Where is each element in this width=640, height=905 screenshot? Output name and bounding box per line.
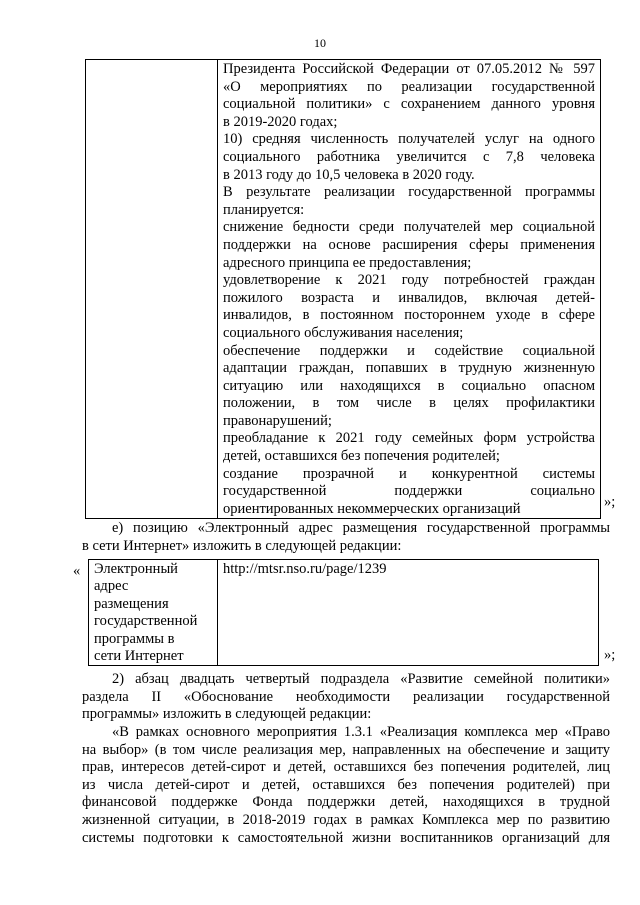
table1-content-cell	[218, 60, 601, 519]
table1-line: удовлетворение к 2021 году потребностей граждан	[223, 272, 595, 289]
table1-line: 10) средняя численность получателей услуг на одного	[223, 131, 595, 148]
table1-line: ситуацию или находящихся в социально опасном	[223, 377, 595, 394]
paragraph-2	[82, 671, 610, 724]
table1-line: адаптации граждан, попавших в трудную жизненную	[223, 360, 595, 377]
paragraph-line: прав, интересов детей-сирот и детей, оставшихся без попечения родителей, лиц	[82, 759, 610, 776]
paragraph-line: из числа детей-сирот и детей, оставшихся без попечения родителей) при	[82, 776, 610, 793]
table2-label-line: государственной	[94, 613, 198, 630]
table1-line: создание прозрачной и конкурентной системы	[223, 465, 595, 482]
program-table-fragment	[85, 59, 601, 519]
table2-label-line: программы в	[94, 630, 175, 647]
table1-line: правонарушений;	[223, 412, 332, 429]
table2-opening-quote: «	[73, 563, 81, 579]
paragraph-3	[82, 724, 610, 847]
table1-line: инвалидов, в постоянном постороннем уходе в сфере	[223, 307, 595, 324]
table1-line: ориентированных некоммерческих организаций	[223, 500, 521, 517]
paragraph-line: 2) абзац двадцать четвертый подраздела «Развитие семейной политики»	[112, 671, 610, 687]
table1-line: государственной поддержки социально	[223, 483, 595, 500]
paragraph-line: е) позицию «Электронный адрес размещения государственной программы	[112, 520, 610, 536]
table2-closing-quote: »;	[604, 647, 616, 663]
table1-line: «О мероприятиях по реализации государственной	[223, 78, 595, 95]
web-address-table	[88, 559, 599, 666]
table1-line: снижение бедности среди получателей мер социальной	[223, 219, 595, 236]
table1-line: обеспечение поддержки и содействие социальной	[223, 342, 595, 359]
table2-label-line: Электронный	[94, 561, 178, 577]
paragraph-line: программы» изложить в следующей редакции:	[82, 706, 372, 723]
table1-line: в 2019-2020 годах;	[223, 113, 338, 130]
table1-line: пожилого возраста и инвалидов, включая детей-	[223, 289, 595, 306]
table2-label-cell	[89, 560, 218, 666]
table1-line: преобладание к 2021 году семейных форм устройства	[223, 430, 595, 447]
paragraph-line: «В рамках основного мероприятия 1.3.1 «Реализация комплекса мер «Право	[112, 724, 610, 740]
table1-line: социального работника увеличится с 7,8 человека	[223, 148, 595, 165]
table1-line: социальной политики» с сохранением данного уровня	[223, 96, 595, 113]
table1-line: Президента Российской Федерации от 07.05.2012 № 597	[223, 61, 595, 77]
table1-line: поддержки на основе расширения сферы применения	[223, 236, 595, 253]
paragraph-line: раздела II «Обоснование необходимости реализации государственной	[82, 688, 610, 705]
paragraph-line: на выбор» (в том числе реализация мер, направленных на обеспечение и защиту	[82, 741, 610, 758]
table1-line: адресного принципа ее предоставления;	[223, 254, 472, 271]
table2-label-line: размещения	[94, 595, 169, 612]
table1-closing-quote: »;	[604, 494, 616, 510]
paragraph-e	[82, 520, 610, 555]
table2-label-line: адрес	[94, 578, 129, 595]
table1-line: социального обслуживания населения;	[223, 324, 464, 341]
page-number: 10	[314, 36, 326, 50]
program-url: http://mtsr.nso.ru/page/1239	[223, 561, 387, 577]
paragraph-line: финансовой поддержке Фонда поддержки детей, находящихся в трудной	[82, 794, 610, 811]
table1-line: в 2013 году до 10,5 человека в 2020 году.	[223, 166, 475, 183]
paragraph-line: в сети Интернет» изложить в следующей редакции:	[82, 537, 402, 554]
table1-line: В результате реализации государственной программы	[223, 184, 595, 201]
table1-empty-label-cell	[86, 60, 218, 519]
table1-line: планируется:	[223, 201, 305, 218]
paragraph-line: системы подготовки к самостоятельной жизни воспитанников организаций для	[82, 829, 610, 846]
table1-line: положении, в том числе в целях профилактики	[223, 395, 595, 412]
table2-label-line: сети Интернет	[94, 648, 184, 665]
table1-line: детей, оставшихся без попечения родителей;	[223, 448, 500, 465]
table2-value-cell	[218, 560, 599, 666]
paragraph-line: жизненной ситуации, в 2018-2019 годах в рамках Комплекса мер по развитию	[82, 811, 610, 828]
